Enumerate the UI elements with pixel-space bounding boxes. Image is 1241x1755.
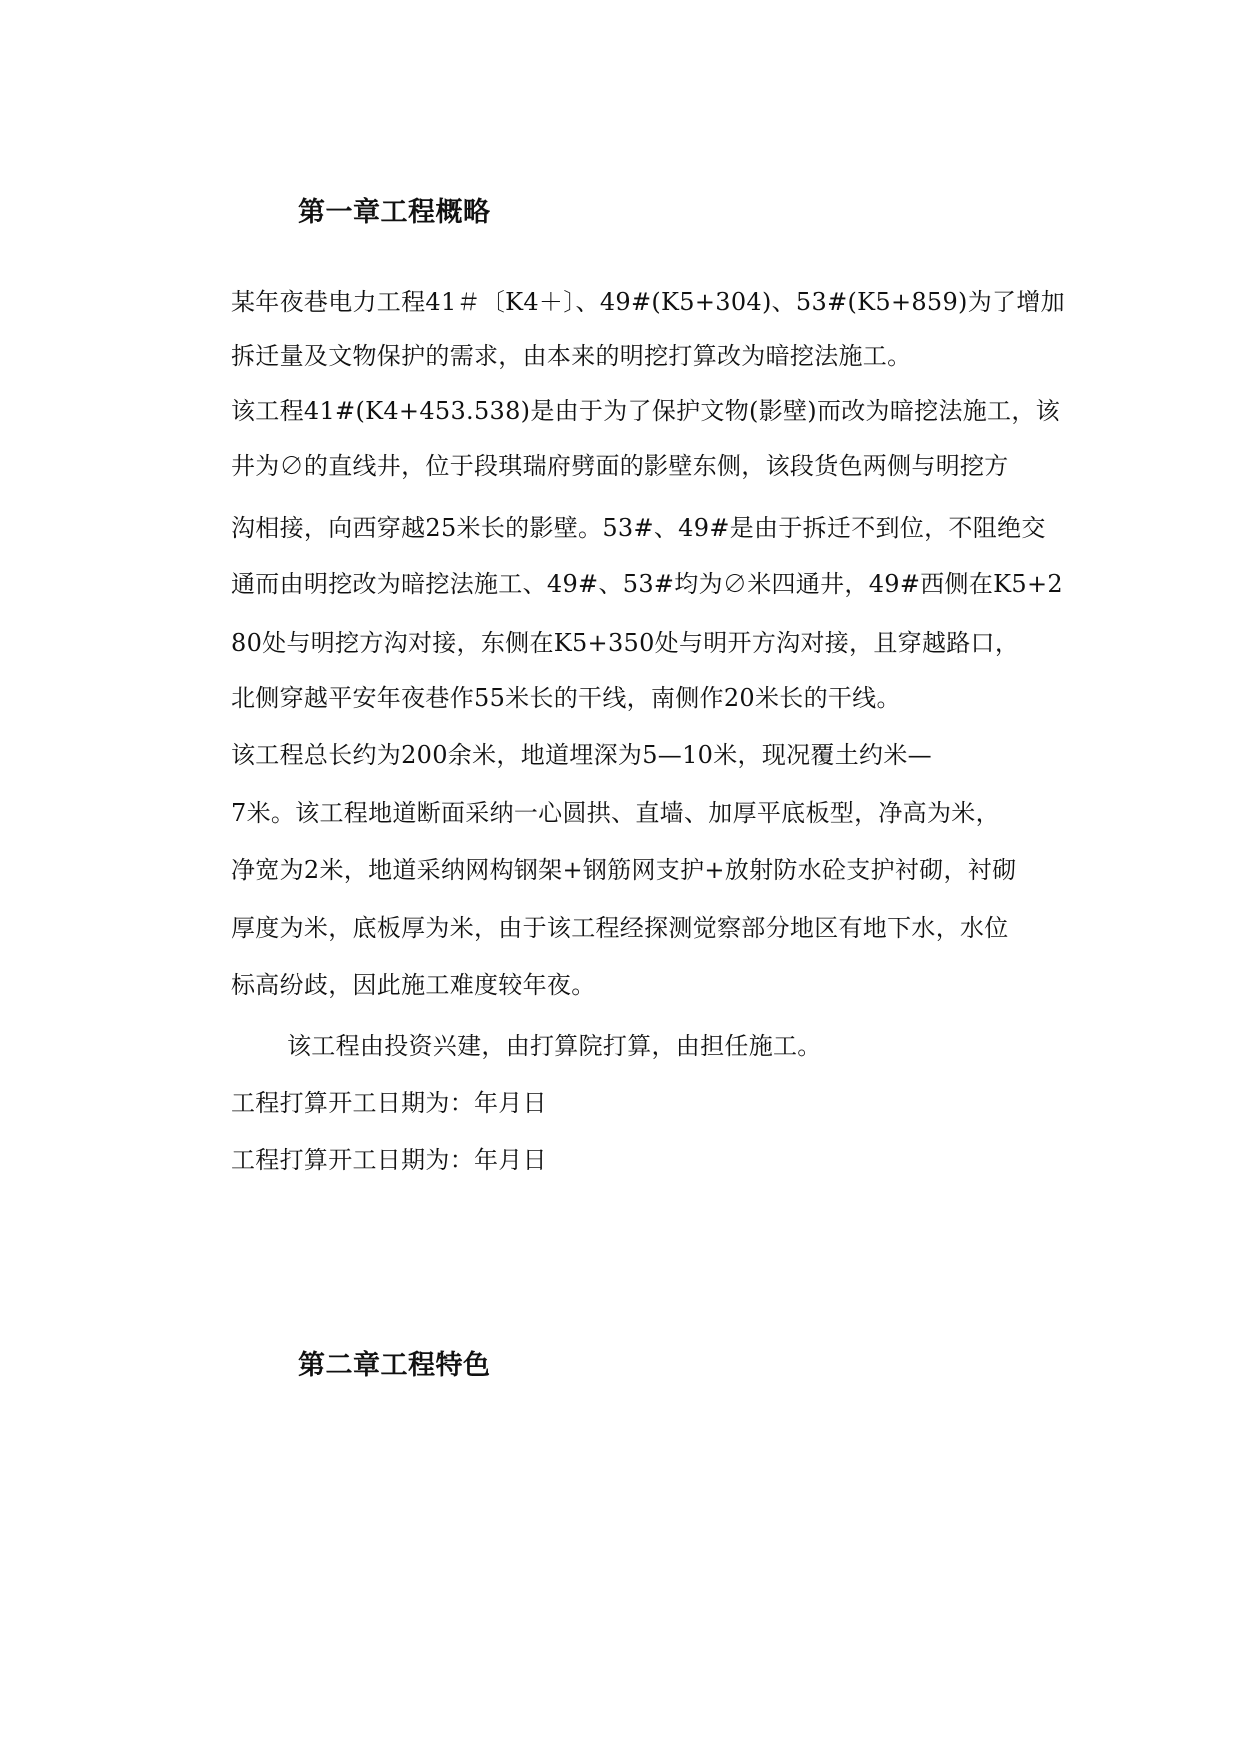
paragraph-line: 7米。该工程地道断面采纳一心圆拱、直墙、加厚平底板型，净高为米， [231,799,1000,827]
start-date-line: 工程打算开工日期为：年月日 [231,1146,547,1174]
chapter-2-title: 第二章工程特色 [298,1350,491,1381]
paragraph-line: 某年夜巷电力工程41＃〔K4＋〕、49#(K5+304)、53#(K5+859)为了增加 [231,288,1065,316]
paragraph-line: 拆迁量及文物保护的需求，由本来的明挖打算改为暗挖法施工。 [231,342,912,370]
chapter-1-title: 第一章工程概略 [298,197,491,228]
paragraph-line: 净宽为2米，地道采纳网构钢架+钢筋网支护+放射防水砼支护衬砌，衬砌 [231,856,1017,884]
start-date-line: 工程打算开工日期为：年月日 [231,1089,547,1117]
paragraph-line: 通而由明挖改为暗挖法施工、49#、53#均为∅米四通井，49#西侧在K5+2 [231,570,1063,598]
paragraph-line: 沟相接，向西穿越25米长的影壁。53#、49#是由于拆迁不到位，不阻绝交 [231,514,1046,542]
paragraph-line: 厚度为米，底板厚为米，由于该工程经探测觉察部分地区有地下水，水位 [231,914,1009,942]
paragraph-line: 北侧穿越平安年夜巷作55米长的干线，南侧作20米长的干线。 [231,684,901,712]
paragraph-line: 该工程由投资兴建，由打算院打算，由担任施工。 [287,1032,822,1060]
paragraph-line: 标高纷歧，因此施工难度较年夜。 [231,971,596,999]
paragraph-line: 该工程总长约为200余米，地道埋深为5—10米，现况覆土约米— [231,741,932,769]
paragraph-line: 井为∅的直线井，位于段琪瑞府劈面的影壁东侧，该段货色两侧与明挖方 [231,452,1009,480]
paragraph-line: 80处与明挖方沟对接，东侧在K5+350处与明开方沟对接，且穿越路口， [231,629,1020,657]
paragraph-line: 该工程41#(K4+453.538)是由于为了保护文物(影壁)而改为暗挖法施工，该 [231,397,1060,425]
